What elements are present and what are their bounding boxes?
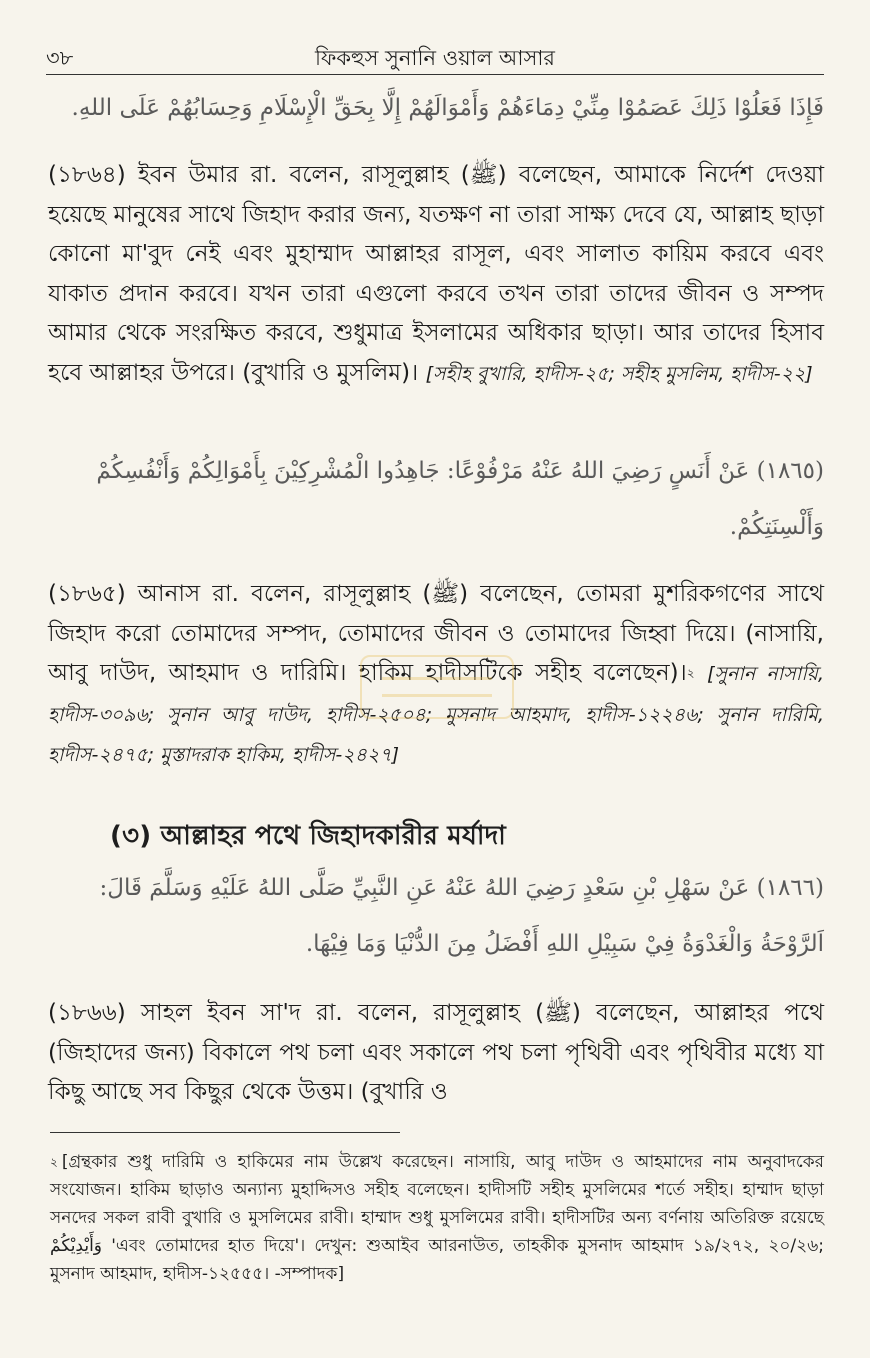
hadith-1864-citation: [সহীহ বুখারি, হাদীস-২৫; সহীহ মুসলিম, হাদীস-২২] [425,362,813,385]
header-rule [46,74,824,75]
section-heading: (৩) আল্লাহর পথে জিহাদকারীর মর্যাদা [110,821,507,851]
page-header [46,38,824,72]
watermark-logo [360,655,514,719]
page-number: ৩৮ [46,46,74,70]
arabic-text-top: فَإِذَا فَعَلُوْا ذَلِكَ عَصَمُوْا مِنِّيْ دِمَاءَهُمْ وَأَمْوَالَهُمْ إِلَّا بِحَقِّ الْإِسْلَامِ وَحِسَابُهُمْ عَلَى اللهِ. [71,95,824,121]
footnote-ref: ২ [686,666,695,680]
footnote [50,1148,824,1288]
hadith-1865-citation: [সুনান নাসায়ি, হাদীস-৩০৯৬; সুনান আবু দাউদ, হাদীস-২৫০৪; মুসনাদ আহমাদ, হাদীস-১২২৪৬; সুনান দারিমি, হাদীস-২৪৭৫; মুস্তাদরাক হাকিম, হাদীস-২৪২৭] [48,663,824,766]
footnote-rule [50,1132,400,1133]
hadith-1864-translation [48,156,824,394]
arabic-hadith-1866: (١٨٦٦) عَنْ سَهْلِ بْنِ سَعْدٍ رَضِيَ اللهُ عَنْهُ عَنِ النَّبِيِّ صَلَّى اللهُ عَلَيْهِ وَسَلَّمَ قَالَ: اَلرَّوْحَةُ وَالْغَدْوَةُ فِيْ سَبِيْلِ اللهِ أَفْضَلُ مِنَ الدُّنْيَا وَمَا فِيْهَا. [99,875,824,957]
hadith-1864-text: (১৮৬৪) ইবন উমার রা. বলেন, রাসূলুল্লাহ (ﷺ) বলেছেন, আমাকে নির্দেশ দেওয়া হয়েছে মানুষের সাথে জিহাদ করার জন্য, যতক্ষণ না তারা সাক্ষ্য দেবে যে, আল্লাহ ছাড়া কোনো মা'বুদ নেই এবং মুহাম্মাদ আল্লাহর রাসূল, এবং সালাত কায়িম করবে এবং যাকাত প্রদান করবে। যখন তারা এগুলো করবে তখন তারা তাদের জীবন ও সম্পদ আমার থেকে সংরক্ষিত করবে, শুধুমাত্র ইসলামের অধিকার ছাড়া। আর তাদের হিসাব হবে আল্লাহর উপরে। (বুখারি ও মুসলিম)। [48,162,824,386]
running-title: ফিকহুস সুনানি ওয়াল আসার [315,46,555,70]
arabic-hadith-1865: (١٨٦٥) عَنْ أَنَسٍ رَضِيَ اللهُ عَنْهُ مَرْفُوْعًا: جَاهِدُوا الْمُشْرِكِيْنَ بِأَمْوَالِكُمْ وَأَنْفُسِكُمْ وَأَلْسِنَتِكُمْ. [96,458,824,540]
footnote-mark: ২ [50,1155,58,1169]
hadith-1866-translation: (১৮৬৬) সাহল ইবন সা'দ রা. বলেন, রাসূলুল্লাহ (ﷺ) বলেছেন, আল্লাহর পথে (জিহাদের জন্য) বিকালে পথ চলা এবং সকালে পথ চলা পৃথিবী এবং পৃথিবীর মধ্যে যা কিছু আছে সব কিছুর থেকে উত্তম। (বুখারি ও [48,1000,824,1105]
hadith-1865-text: (১৮৬৫) আনাস রা. বলেন, রাসূলুল্লাহ (ﷺ) বলেছেন, তোমরা মুশরিকগণের সাথে জিহাদ করো তোমাদের সম্পদ, তোমাদের জীবন ও তোমাদের জিহ্বা দিয়ে। (নাসায়ি, আবু দাউদ, আহমাদ ও দারিমি। হাকিম হাদীসটিকে সহীহ বলেছেন)। [48,581,824,686]
footnote-text: [গ্রন্থকার শুধু দারিমি ও হাকিমের নাম উল্লেখ করেছেন। নাসায়ি, আবু দাউদ ও আহমাদের নাম অনুবাদকের সংযোজন। হাকিম ছাড়াও অন্যান্য মুহাদ্দিসও সহীহ বলেছেন। হাদীসটি সহীহ মুসলিমের শর্তে সহীহ। হাম্মাদ ছাড়া সনদের সকল রাবী বুখারি ও মুসলিমের রাবী। হাম্মাদ শুধু মুসলিমের রাবী। হাদীসটির অন্য বর্ণনায় অতিরিক্ত রয়েছে وَأَيْدِيْكُمْ 'এবং তোমাদের হাত দিয়ে'। দেখুন: শুআইব আরনাউত, তাহকীক মুসনাদ আহমাদ ১৯/২৭২, ২০/২৬; মুসনাদ আহমাদ, হাদীস-১২৫৫৫। -সম্পাদক] [50,1152,824,1284]
